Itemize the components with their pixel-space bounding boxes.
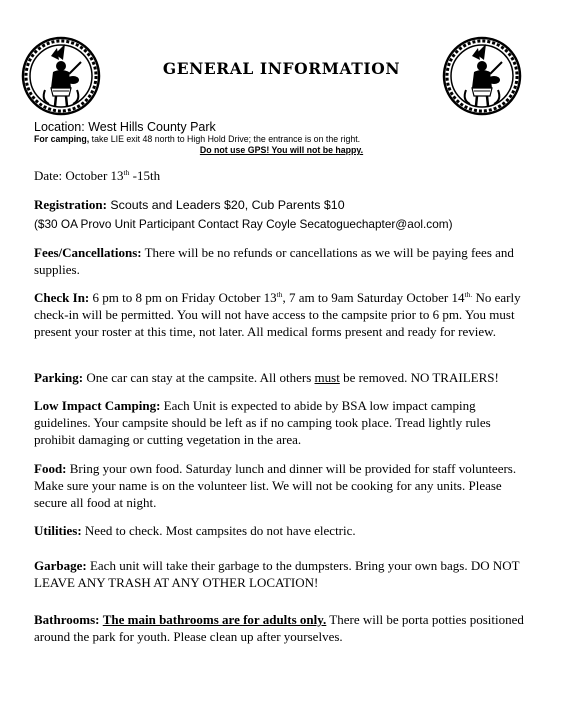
food-text: Bring your own food. Saturday lunch and dinner will be provided for staff volunteers. Make sure your name is on the volunteer list. We will not be cooking for any units. Please secure all food at night. — [34, 461, 517, 511]
utilities-label: Utilities: — [34, 523, 82, 538]
gps-warning: Do not use GPS! You will not be happy. — [199, 145, 364, 155]
registration-subtext: ($30 OA Provo Unit Participant Contact Ray Coyle Secatoguechapter@aol.com) — [34, 217, 453, 231]
check-in-text-c: No early check-in will be permitted. You will not have access to the campsite prior to 6 pm. You must present your roster at this time, not later. All medical forms present and ready for review. — [34, 290, 521, 340]
check-in-sup-b: th. — [464, 290, 473, 299]
low-impact-section — [34, 397, 534, 449]
parking-label: Parking: — [34, 370, 84, 385]
check-in-text-a: 6 pm to 8 pm on Friday October 13 — [89, 290, 277, 305]
check-in-section — [34, 289, 534, 341]
utilities-section — [34, 522, 534, 539]
fees-text: There will be no refunds or cancellations as we will be paying fees and supplies. — [34, 245, 514, 278]
low-impact-label: Low Impact Camping: — [34, 398, 161, 413]
bathrooms-underlined: The main bathrooms are for adults only. — [102, 612, 327, 627]
date-suffix: -15th — [129, 168, 161, 183]
check-in-text-b: , 7 am to 9am Saturday October 14 — [282, 290, 465, 305]
camping-directions — [34, 134, 360, 144]
parking-text-b: be removed. NO TRAILERS! — [339, 370, 499, 385]
page-title: GENERAL INFORMATION — [162, 59, 401, 78]
camping-label: For camping, — [34, 134, 90, 144]
check-in-label: Check In: — [34, 290, 90, 305]
date-prefix: Date: October 13 — [34, 168, 124, 183]
garbage-label: Garbage: — [34, 558, 87, 573]
registration-text: Scouts and Leaders $20, Cub Parents $10 — [106, 198, 345, 212]
bathrooms-text: There will be porta potties positioned around the park for youth. Please clean up after yourselves. — [34, 612, 524, 645]
low-impact-text: Each Unit is expected to abide by BSA low impact camping guidelines. Your campsite should be left as if no camping took place. Tread lightly rules prohibit damaging or cutting vegetation in the area. — [34, 398, 491, 448]
parking-text-a: One car can stay at the campsite. All others — [83, 370, 315, 385]
garbage-text: Each unit will take their garbage to the dumpsters. Bring your own bags. DO NOT LEAVE ANY TRASH AT ANY OTHER LOCATION! — [34, 558, 520, 591]
parking-must: must — [314, 370, 340, 385]
registration-section — [34, 196, 534, 214]
registration-label: Registration: — [34, 197, 107, 212]
location-line: Location: West Hills County Park — [34, 120, 216, 134]
parking-section — [34, 369, 534, 386]
bathrooms-label: Bathrooms: — [34, 612, 100, 627]
check-in-sup-a: th — [276, 290, 283, 299]
date-section — [34, 167, 534, 184]
fees-section — [34, 244, 534, 278]
utilities-text: Need to check. Most campsites do not have electric. — [81, 523, 356, 538]
food-label: Food: — [34, 461, 67, 476]
fees-label: Fees/Cancellations: — [34, 245, 142, 260]
camping-text: take LIE exit 48 north to High Hold Drive; the entrance is on the right. — [89, 134, 361, 144]
date-sup: th — [123, 168, 130, 177]
garbage-section — [34, 557, 534, 591]
bathrooms-section — [34, 611, 534, 645]
food-section — [34, 460, 534, 512]
